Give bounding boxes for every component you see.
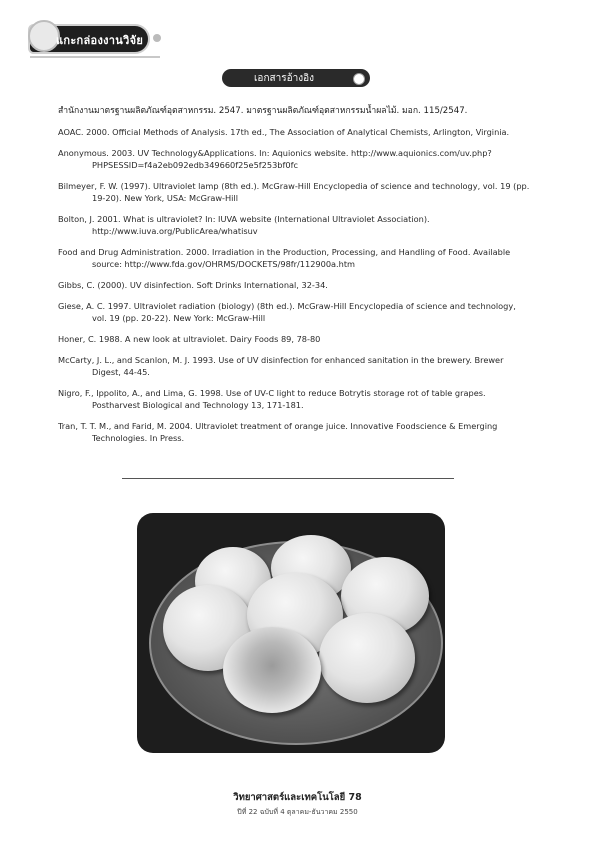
reference-item: Honer, C. 1988. A new look at ultraviolet. Dairy Foods 89, 78-80 xyxy=(58,334,321,344)
footer-journal-line xyxy=(0,790,595,805)
reference-item: สำนักงานมาตรฐานผลิตภัณฑ์อุตสาหกรรม. 2547. มาตรฐานผลิตภัณฑ์อุตสาหกรรมน้ำผลไม้. มอก. 115/2547. xyxy=(58,106,468,116)
reference-item: Tran, T. T. M., and Farid, M. 2004. Ultraviolet treatment of orange juice. Innovative Foodscience & Emerging Technologies. In Press. xyxy=(58,421,498,443)
header-underline xyxy=(30,56,160,58)
bun xyxy=(319,613,415,703)
reference-item: Anonymous. 2003. UV Technology&Applications. In: Aquionics website. http://www.aquionics.com/uv.php?PHPSESSID=f4a2eb092edb349660f25e5f253bf0fc xyxy=(58,148,492,170)
page-number: 78 xyxy=(348,792,362,803)
header-tab xyxy=(30,26,148,52)
reference-item: Bolton, J. 2001. What is ultraviolet? In: IUVA website (International Ultraviolet Association). http://www.iuva.org/PublicArea/whatisuv xyxy=(58,214,430,236)
reference-item: Nigro, F., Ippolito, A., and Lima, G. 1998. Use of UV-C light to reduce Botrytis storage rot of table grapes. Postharvest Biological and Technology 13, 171-181. xyxy=(58,388,486,410)
bun-cut-open xyxy=(223,627,321,713)
footer-journal-title: วิทยาศาสตร์และเทคโนโลยี xyxy=(233,792,346,803)
header-title: แกะกล่องงานวิจัย xyxy=(56,34,144,47)
reference-item: Bilmeyer, F. W. (1997). Ultraviolet lamp (8th ed.). McGraw-Hill Encyclopedia of science and technology, vol. 19 (pp. 19-20). New York, USA: McGraw-Hill xyxy=(58,181,530,203)
page-footer xyxy=(0,790,595,818)
footer-issue: ปีที่ 22 ฉบับที่ 4 ตุลาคม-ธันวาคม 2550 xyxy=(237,808,358,816)
section-heading-pill xyxy=(222,69,370,87)
reference-item: McCarty, J. L., and Scanlon, M. J. 1993. Use of UV disinfection for enhanced sanitation in the brewery. Brewer Digest, 44-45. xyxy=(58,355,504,377)
reference-list xyxy=(58,105,533,453)
reference-item: Giese, A. C. 1997. Ultraviolet radiation (biology) (8th ed.). McGraw-Hill Encyclopedia of science and technology, vol. 19 (pp. 20-22). New York: McGraw-Hill xyxy=(58,301,516,323)
photo-buns-on-plate xyxy=(137,513,445,753)
section-heading: เอกสารอ้างอิง xyxy=(254,73,314,84)
reference-item: Gibbs, C. (2000). UV disinfection. Soft Drinks International, 32-34. xyxy=(58,280,328,290)
reference-item: AOAC. 2000. Official Methods of Analysis. 17th ed., The Association of Analytical Chemists, Arlington, Virginia. xyxy=(58,127,510,137)
bullet-icon xyxy=(353,73,365,85)
reference-item: Food and Drug Administration. 2000. Irradiation in the Production, Processing, and Handling of Food. Available source: http://www.fda.gov/OHRMS/DOCKETS/98fr/112900a.htm xyxy=(58,247,511,269)
header-dot-ornament xyxy=(153,34,161,42)
section-divider xyxy=(122,478,454,479)
